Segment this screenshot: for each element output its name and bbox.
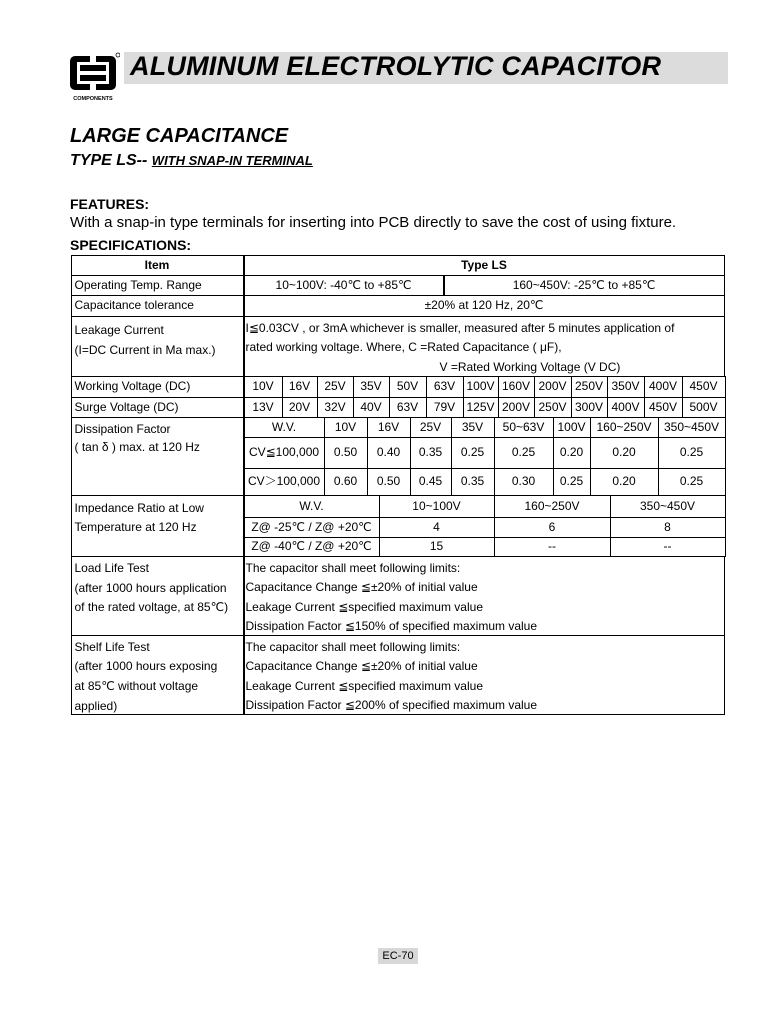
working-voltage-cell: 10V xyxy=(244,376,283,398)
dissipation-header-cell: 25V xyxy=(410,417,452,438)
impedance-value-cell: 15 xyxy=(379,537,495,557)
working-voltage-cell: 450V xyxy=(682,376,726,398)
shelf-life-line: Capacitance Change ≦±20% of initial value xyxy=(245,658,478,673)
page-title: ALUMINUM ELECTROLYTIC CAPACITOR xyxy=(130,51,662,81)
capacitance-tolerance-value: ±20% at 120 Hz, 20℃ xyxy=(244,295,725,317)
dissipation-header-cell: 100V xyxy=(553,417,591,438)
load-life-line: The capacitor shall meet following limits: xyxy=(245,560,461,575)
type-heading xyxy=(70,152,313,170)
load-life-value-cell xyxy=(244,556,725,636)
working-voltage-cell: 50V xyxy=(389,376,427,398)
features-text: With a snap-in type terminals for inserting into PCB directly to save the cost of using fixture. xyxy=(70,214,677,231)
leakage-label: Leakage Current xyxy=(74,322,164,337)
impedance-sublabel: Temperature at 120 Hz xyxy=(74,519,197,534)
working-voltage-cell: 25V xyxy=(317,376,354,398)
working-voltage-cell: 63V xyxy=(426,376,464,398)
leakage-sublabel: (I=DC Current in Ma max.) xyxy=(74,342,216,357)
shelf-life-sublabel-2: at 85℃ without voltage xyxy=(74,678,199,693)
shelf-life-label-cell xyxy=(71,635,244,715)
load-life-sublabel-1: (after 1000 hours application xyxy=(74,580,227,595)
dissipation-header-cell: 10V xyxy=(324,417,368,438)
impedance-value-cell: 8 xyxy=(610,517,726,538)
surge-voltage-cell: 20V xyxy=(282,397,318,418)
surge-voltage-cell: 40V xyxy=(353,397,390,418)
dissipation-value-cell: 0.45 xyxy=(410,468,452,496)
impedance-value-cell: -- xyxy=(610,537,726,557)
shelf-life-sublabel-3: applied) xyxy=(74,698,118,713)
dissipation-value-cell: 0.25 xyxy=(658,437,726,469)
working-voltage-cell: 16V xyxy=(282,376,318,398)
operating-temp-low: 10~100V: -40℃ to +85℃ xyxy=(244,275,444,296)
impedance-condition-cell: Z@ -25℃ / Z@ +20℃ xyxy=(244,517,380,538)
surge-voltage-cell: 79V xyxy=(426,397,464,418)
impedance-header-cell: 160~250V xyxy=(494,495,611,518)
dissipation-value-cell: 0.25 xyxy=(658,468,726,496)
leakage-line-2: rated working voltage. Where, C =Rated Capacitance ( μF), xyxy=(245,339,562,354)
dissipation-value-cell: 0.20 xyxy=(590,468,659,496)
load-life-line: Capacitance Change ≦±20% of initial value xyxy=(245,579,478,594)
dissipation-header-cell: 35V xyxy=(451,417,495,438)
shelf-life-line: Dissipation Factor ≦200% of specified maximum value xyxy=(245,697,538,712)
surge-voltage-cell: 200V xyxy=(498,397,535,418)
shelf-life-label: Shelf Life Test xyxy=(74,639,150,654)
header-item: Item xyxy=(71,255,244,276)
type-prefix: TYPE LS-- xyxy=(70,152,148,169)
load-life-line: Leakage Current ≦specified maximum value xyxy=(245,599,483,614)
shelf-life-line: The capacitor shall meet following limits: xyxy=(245,639,461,654)
working-voltage-label: Working Voltage (DC) xyxy=(71,376,244,398)
dissipation-value-cell: 0.25 xyxy=(451,437,495,469)
dissipation-value-cell: 0.30 xyxy=(494,468,554,496)
impedance-condition-cell: Z@ -40℃ / Z@ +20℃ xyxy=(244,537,380,557)
surge-voltage-cell: 500V xyxy=(682,397,726,418)
impedance-header-cell: 10~100V xyxy=(379,495,495,518)
dissipation-label: Dissipation Factor xyxy=(74,421,171,436)
working-voltage-cell: 100V xyxy=(463,376,499,398)
impedance-label: Impedance Ratio at Low xyxy=(74,500,204,515)
working-voltage-cell: 250V xyxy=(571,376,608,398)
dissipation-value-cell: 0.40 xyxy=(367,437,411,469)
company-logo xyxy=(68,52,120,104)
working-voltage-cell: 200V xyxy=(534,376,572,398)
impedance-value-cell: 6 xyxy=(494,517,611,538)
operating-temp-high: 160~450V: -25℃ to +85℃ xyxy=(444,275,725,296)
load-life-label-cell xyxy=(71,556,244,636)
surge-voltage-cell: 250V xyxy=(534,397,572,418)
load-life-line: Dissipation Factor ≦150% of specified maximum value xyxy=(245,618,538,633)
working-voltage-cell: 160V xyxy=(498,376,535,398)
shelf-life-value-cell xyxy=(244,635,725,715)
working-voltage-cell: 350V xyxy=(607,376,645,398)
specifications-table xyxy=(71,255,725,715)
dissipation-value-cell: 0.20 xyxy=(590,437,659,469)
surge-voltage-cell: 400V xyxy=(607,397,645,418)
capacitance-tolerance-label: Capacitance tolerance xyxy=(71,295,244,317)
leakage-value-cell xyxy=(244,316,725,377)
dissipation-label-cell xyxy=(71,417,244,496)
dissipation-value-cell: 0.35 xyxy=(410,437,452,469)
dissipation-sublabel: ( tan δ ) max. at 120 Hz xyxy=(74,439,200,454)
specifications-label: SPECIFICATIONS: xyxy=(70,237,192,253)
load-life-label: Load Life Test xyxy=(74,560,150,575)
surge-voltage-cell: 450V xyxy=(644,397,683,418)
shelf-life-sublabel-1: (after 1000 hours exposing xyxy=(74,658,218,673)
header-type: Type LS xyxy=(244,255,725,276)
dissipation-header-cell: W.V. xyxy=(244,417,325,438)
impedance-header-cell: W.V. xyxy=(244,495,380,518)
impedance-label-cell xyxy=(71,495,244,557)
dissipation-value-cell: 0.60 xyxy=(324,468,368,496)
dissipation-header-cell: 160~250V xyxy=(590,417,659,438)
surge-voltage-cell: 63V xyxy=(389,397,427,418)
operating-temp-label: Operating Temp. Range xyxy=(71,275,244,296)
working-voltage-cell: 35V xyxy=(353,376,390,398)
leakage-line-1: I≦0.03CV , or 3mA whichever is smaller, measured after 5 minutes application of xyxy=(245,320,675,335)
impedance-value-cell: -- xyxy=(494,537,611,557)
dissipation-header-cell: 350~450V xyxy=(658,417,726,438)
type-suffix: WITH SNAP-IN TERMINAL xyxy=(151,153,313,168)
impedance-value-cell: 4 xyxy=(379,517,495,538)
surge-voltage-cell: 13V xyxy=(244,397,283,418)
dissipation-value-cell: 0.20 xyxy=(553,437,591,469)
leakage-label-cell xyxy=(71,316,244,377)
leakage-line-3: V =Rated Working Voltage (V DC) xyxy=(439,359,621,374)
section-heading: LARGE CAPACITANCE xyxy=(70,125,289,147)
dissipation-value-cell: 0.50 xyxy=(367,468,411,496)
dissipation-condition-cell: CV＞100,000 xyxy=(244,468,325,496)
dissipation-value-cell: 0.25 xyxy=(553,468,591,496)
dissipation-value-cell: 0.35 xyxy=(451,468,495,496)
surge-voltage-cell: 32V xyxy=(317,397,354,418)
working-voltage-cell: 400V xyxy=(644,376,683,398)
shelf-life-line: Leakage Current ≦specified maximum value xyxy=(245,678,483,693)
company-logo-icon xyxy=(68,52,120,104)
load-life-sublabel-2: of the rated voltage, at 85℃) xyxy=(74,599,229,614)
dissipation-header-cell: 50~63V xyxy=(494,417,554,438)
svg-text:COMPONENTS: COMPONENTS xyxy=(73,96,113,102)
surge-voltage-cell: 300V xyxy=(571,397,608,418)
surge-voltage-label: Surge Voltage (DC) xyxy=(71,397,244,418)
impedance-header-cell: 350~450V xyxy=(610,495,726,518)
dissipation-value-cell: 0.50 xyxy=(324,437,368,469)
dissipation-header-cell: 16V xyxy=(367,417,411,438)
dissipation-condition-cell: CV≦100,000 xyxy=(244,437,325,469)
surge-voltage-cell: 125V xyxy=(463,397,499,418)
dissipation-value-cell: 0.25 xyxy=(494,437,554,469)
page-number: EC-70 xyxy=(378,948,418,964)
features-label: FEATURES: xyxy=(70,196,150,212)
